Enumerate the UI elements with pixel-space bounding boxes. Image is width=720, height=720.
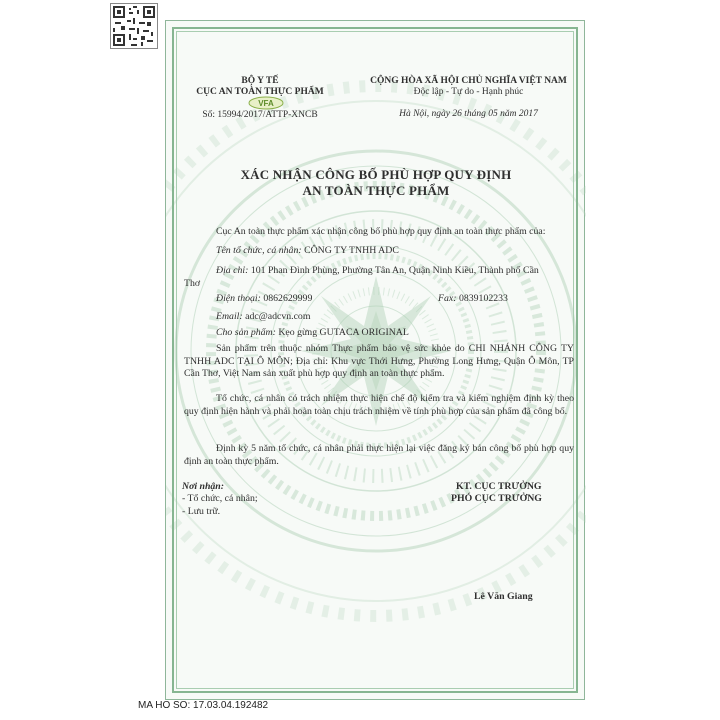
- product-label: Cho sản phẩm:: [216, 327, 276, 338]
- signer-name: Lê Văn Giang: [474, 591, 533, 602]
- fax-field: [438, 293, 508, 305]
- signer-role-2: PHÓ CỤC TRƯỞNG: [451, 493, 542, 504]
- paragraph-responsibility: Tổ chức, cá nhân có trách nhiệm thực hiện chế độ kiểm tra và kiểm nghiệm định kỳ theo quy định hiện hành và phải hoàn toàn chịu trách nhiệm về tính phù hợp của sản phẩm đã công bố.: [184, 393, 574, 417]
- address-field: [216, 265, 539, 277]
- fax-label: Fax:: [438, 293, 457, 304]
- vfa-logo-text: VFA: [258, 99, 274, 108]
- ministry-name: BỘ Y TẾ: [241, 76, 279, 86]
- document-title-line2: AN TOÀN THỰC PHẨM: [302, 183, 450, 198]
- email-value: adc@adcvn.com: [245, 311, 311, 322]
- recipient-item: - Lưu trữ.: [182, 506, 221, 517]
- fax-value: 0839102233: [458, 293, 508, 304]
- place-date: Hà Nội, ngày 26 tháng 05 năm 2017: [399, 109, 538, 119]
- document-title-line1: XÁC NHẬN CÔNG BỐ PHÙ HỢP QUY ĐỊNH: [240, 167, 512, 182]
- phone-label: Điện thoại:: [216, 293, 261, 304]
- qr-code: [110, 3, 158, 49]
- document-number: Số: 15994/2017/ATTP-XNCB: [202, 110, 318, 120]
- org-value: CÔNG TY TNHH ADC: [304, 245, 399, 256]
- phone-value: 0862629999: [263, 293, 313, 304]
- product-value: Kẹo gừng GUTACA ORIGINAL: [278, 327, 409, 338]
- address-continuation: Thơ: [184, 278, 201, 289]
- product-field: [216, 327, 409, 339]
- address-label: Địa chỉ:: [216, 265, 249, 276]
- signer-role-1: KT. CỤC TRƯỞNG: [456, 481, 542, 492]
- national-motto-block: [356, 76, 581, 120]
- department-name: CỤC AN TOÀN THỰC PHẨM: [196, 87, 324, 97]
- paragraph-renewal: Định kỳ 5 năm tổ chức, cá nhân phải thực hiện lại việc đăng ký bản công bố phù hợp quy định an toàn thực phẩm.: [184, 443, 574, 467]
- address-value: 101 Phan Đình Phùng, Phường Tân An, Quận Ninh Kiều, Thành phố Cần: [250, 265, 539, 276]
- recipient-item: - Tổ chức, cá nhân;: [182, 493, 258, 504]
- intro-text: Cục An toàn thực phẩm xác nhận công bố phù hợp quy định an toàn thực phẩm của:: [216, 226, 546, 237]
- email-field: [216, 311, 310, 323]
- phone-field: [216, 293, 312, 305]
- org-field: [216, 245, 399, 257]
- org-label: Tên tổ chức, cá nhân:: [216, 245, 302, 256]
- email-label: Email:: [216, 311, 243, 322]
- motto-subtitle: Độc lập - Tự do - Hạnh phúc: [413, 87, 524, 97]
- paragraph-product-group: Sản phẩm trên thuộc nhóm Thực phẩm bảo vệ sức khỏe do CHI NHÁNH CÔNG TY TNHH ADC TẠI Ô MÔN; Địa chỉ: Khu vực Thới Hưng, Phường Long Hưng, Quận Ô Môn, TP Cần Thơ, Việt Nam sản xuất phù hợp quy định an toàn thực phẩm.: [184, 343, 574, 379]
- certificate-sheet: [165, 20, 585, 700]
- vfa-logo: [248, 96, 284, 110]
- dossier-code-caption: MA HO SO: 17.03.04.192482: [138, 700, 269, 711]
- national-motto: CỘNG HÒA XÃ HỘI CHỦ NGHĨA VIỆT NAM: [370, 76, 567, 86]
- recipients-heading: Nơi nhận:: [182, 481, 225, 492]
